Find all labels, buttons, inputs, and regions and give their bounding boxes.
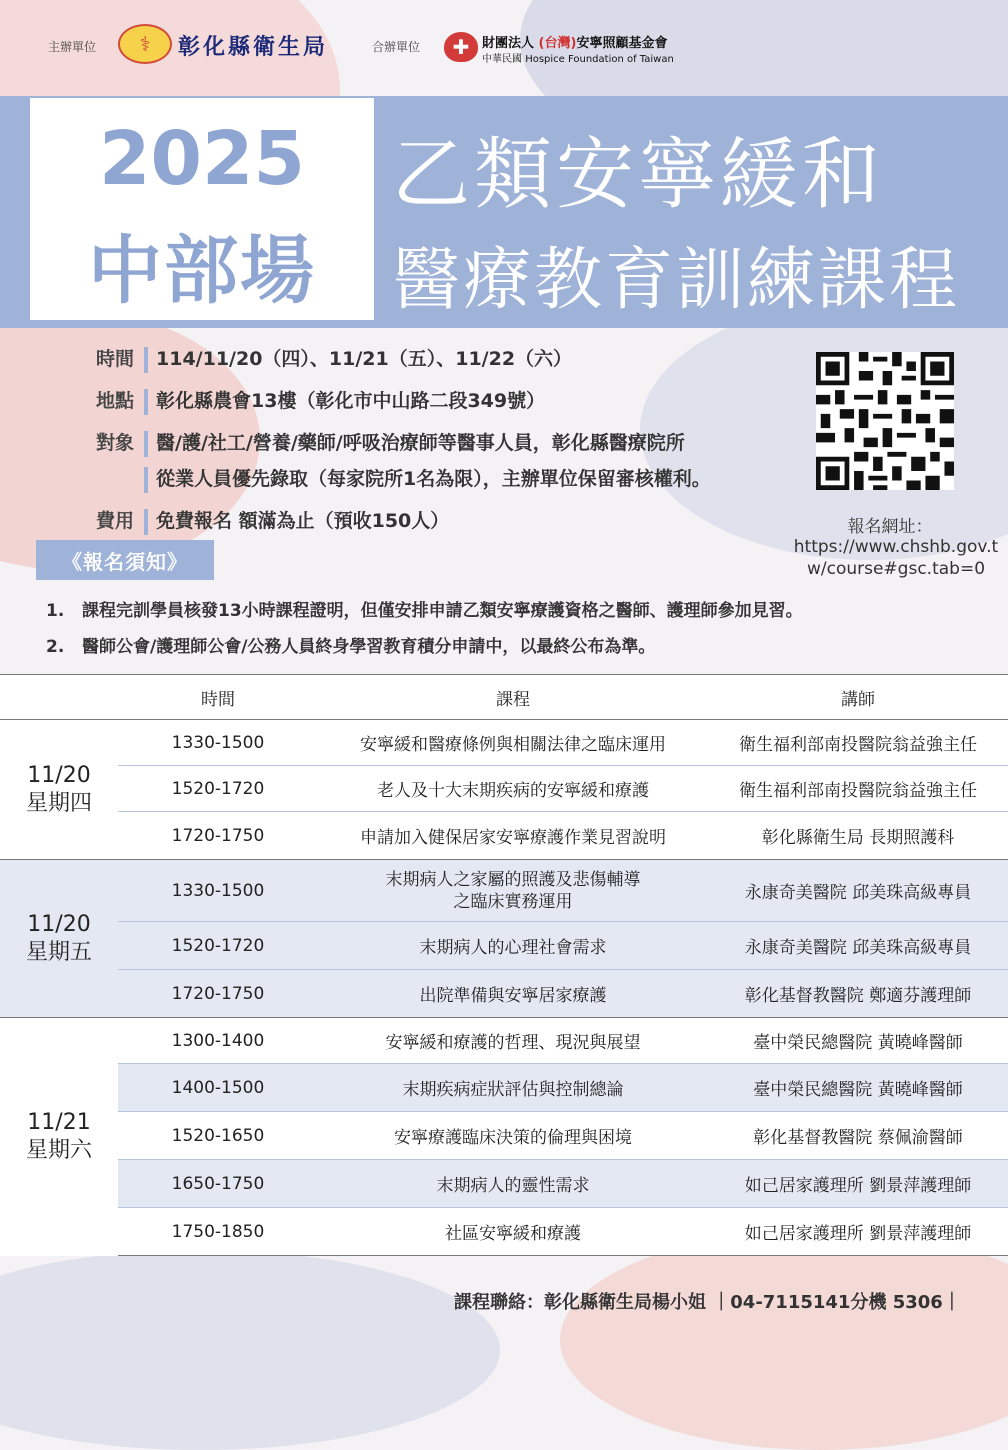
course-cell: 社區安寧緩和療護 [318, 1208, 708, 1256]
host-label: 主辦單位 [48, 40, 97, 54]
info-place-label: 地點 [96, 390, 135, 412]
teacher-cell: 永康奇美醫院 邱美珠高級專員 [708, 860, 1008, 922]
registration-url[interactable]: https://www.chshb.gov.t w/course#gsc.tab=0 [793, 537, 999, 579]
course-cell: 末期病人之家屬的照護及悲傷輔導 之臨床實務運用 [318, 860, 708, 922]
teacher-cell: 永康奇美醫院 邱美珠高級專員 [708, 922, 1008, 970]
info-target-line2: 從業人員優先錄取（每家院所1名為限），主辦單位保留審核權利。 [156, 468, 711, 490]
cohost-name-line2: 中華民國 Hospice Foundation of Taiwan [482, 54, 674, 65]
time-cell: 1750-1850 [118, 1208, 318, 1256]
course-cell: 出院準備與安寧居家療護 [318, 970, 708, 1018]
background-blob [560, 1230, 1008, 1450]
course-cell: 申請加入健保居家安寧療護作業見習說明 [318, 812, 708, 860]
table-row [0, 812, 1008, 860]
teacher-cell: 如己居家護理所 劉景萍護理師 [708, 1208, 1008, 1256]
table-row [0, 1018, 1008, 1064]
day-cell: 11/20 星期五 [0, 860, 118, 1018]
time-cell: 1520-1650 [118, 1112, 318, 1160]
table-row [0, 766, 1008, 812]
time-cell: 1720-1750 [118, 812, 318, 860]
time-cell: 1330-1500 [118, 860, 318, 922]
time-cell: 1520-1720 [118, 766, 318, 812]
year-region-box [30, 98, 374, 320]
course-cell: 末期病人的心理社會需求 [318, 922, 708, 970]
table-row [0, 860, 1008, 922]
table-row [0, 1064, 1008, 1112]
table-row [0, 970, 1008, 1018]
header-time: 時間 [118, 675, 318, 720]
health-bureau-logo-icon: ⚕ [118, 24, 172, 64]
contact-info: 課程聯絡：彰化縣衛生局楊小姐 ｜04-7115141分機 5306｜ [454, 1292, 961, 1313]
course-cell: 安寧療護臨床決策的倫理與困境 [318, 1112, 708, 1160]
day-cell: 11/21 星期六 [0, 1018, 118, 1256]
info-target-line1: 醫/護/社工/營養/藥師/呼吸治療師等醫事人員，彰化縣醫療院所 [156, 432, 685, 454]
info-time-value: 114/11/20（四）、11/21（五）、11/22（六） [156, 348, 573, 370]
table-row [0, 1112, 1008, 1160]
time-cell: 1300-1400 [118, 1018, 318, 1064]
info-time-label: 時間 [96, 348, 135, 370]
background-blob [0, 1250, 500, 1450]
teacher-cell: 衛生福利部南投醫院翁益強主任 [708, 720, 1008, 766]
course-cell: 末期疾病症狀評估與控制總論 [318, 1064, 708, 1112]
time-cell: 1650-1750 [118, 1160, 318, 1208]
schedule-table [0, 674, 1008, 1256]
teacher-cell: 彰化基督教醫院 鄭適芬護理師 [708, 970, 1008, 1018]
info-fee-label: 費用 [96, 510, 135, 532]
time-cell: 1330-1500 [118, 720, 318, 766]
info-fee [96, 506, 449, 535]
course-cell: 安寧緩和醫療條例與相關法律之臨床運用 [318, 720, 708, 766]
info-time [96, 344, 572, 373]
teacher-cell: 如己居家護理所 劉景萍護理師 [708, 1160, 1008, 1208]
host-name: 彰化縣衛生局 [178, 35, 329, 60]
time-cell: 1720-1750 [118, 970, 318, 1018]
registration-qr-code[interactable] [816, 352, 954, 490]
time-cell: 1400-1500 [118, 1064, 318, 1112]
table-row [0, 1160, 1008, 1208]
notice-item: 1. 課程完訓學員核發13小時課程證明，但僅安排申請乙類安寧療護資格之醫師、護理師參加見習。 [46, 601, 803, 621]
teacher-cell: 臺中榮民總醫院 黃曉峰醫師 [708, 1064, 1008, 1112]
course-title-line1: 乙類安寧緩和 [392, 130, 885, 220]
info-fee-value: 免費報名 額滿為止（預收150人） [156, 510, 450, 532]
header-teacher: 講師 [708, 675, 1008, 720]
course-cell: 老人及十大末期疾病的安寧緩和療護 [318, 766, 708, 812]
notice-title: 《報名須知》 [36, 540, 214, 580]
info-place-value: 彰化縣農會13樓（彰化市中山路二段349號） [156, 390, 546, 412]
info-target-cont [144, 464, 711, 493]
event-year: 2025 [99, 116, 305, 202]
hospice-foundation-logo-icon: ✚ [444, 32, 478, 62]
table-row [0, 720, 1008, 766]
course-cell: 安寧緩和療護的哲理、現況與展望 [318, 1018, 708, 1064]
header-blank [0, 675, 118, 720]
event-region: 中部場 [88, 228, 316, 314]
info-target-label: 對象 [96, 432, 135, 454]
teacher-cell: 彰化縣衛生局 長期照護科 [708, 812, 1008, 860]
cohost-name-line1: 財團法人 (台灣)安寧照顧基金會 [482, 36, 668, 51]
course-title-line2: 醫療教育訓練課程 [392, 241, 961, 320]
table-row [0, 922, 1008, 970]
teacher-cell: 衛生福利部南投醫院翁益強主任 [708, 766, 1008, 812]
header-course: 課程 [318, 675, 708, 720]
info-target [96, 428, 685, 457]
table-row [0, 1208, 1008, 1256]
time-cell: 1520-1720 [118, 922, 318, 970]
day-cell: 11/20 星期四 [0, 720, 118, 860]
notice-item: 2. 醫師公會/護理師公會/公務人員終身學習教育積分申請中，以最終公布為準。 [46, 637, 656, 657]
registration-label: 報名網址： [847, 517, 933, 537]
teacher-cell: 臺中榮民總醫院 黃曉峰醫師 [708, 1018, 1008, 1064]
course-cell: 末期病人的靈性需求 [318, 1160, 708, 1208]
teacher-cell: 彰化基督教醫院 蔡佩渝醫師 [708, 1112, 1008, 1160]
info-place [96, 386, 545, 415]
cohost-label: 合辦單位 [372, 40, 421, 54]
organizer-header [0, 20, 1008, 70]
